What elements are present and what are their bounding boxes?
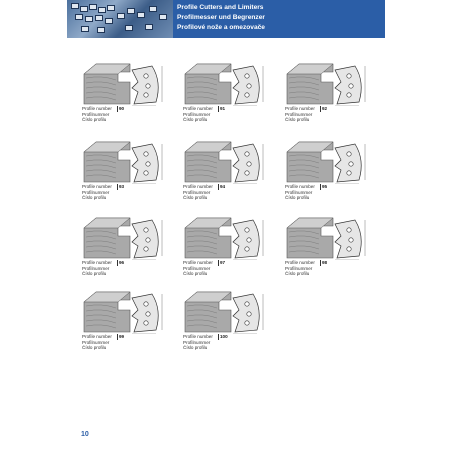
profile-label-line: Profile number	[285, 184, 315, 189]
mounting-hole	[146, 84, 150, 88]
cutter-knife	[233, 66, 259, 104]
profile-drawing	[82, 290, 178, 334]
mounting-hole	[144, 247, 148, 251]
wood-block-top	[287, 218, 333, 228]
profile-label-line: Profilnummer	[285, 265, 313, 271]
cutter-knife	[233, 294, 259, 332]
mounting-hole	[347, 171, 351, 175]
profile-labels	[82, 106, 142, 124]
mounting-hole	[144, 93, 148, 97]
profile-drawing	[183, 140, 279, 184]
wood-block-top	[84, 142, 130, 152]
header-title-cz: Profilové nože a omezovače	[177, 24, 265, 31]
mounting-hole	[144, 74, 148, 78]
profile-drawing	[285, 140, 381, 184]
wood-block-top	[84, 292, 130, 302]
profile-cell	[183, 216, 279, 284]
profile-label-line: Profilnummer	[183, 339, 211, 345]
profile-label-line: Číslo profilu	[82, 195, 107, 201]
cutter-knife	[132, 294, 158, 332]
profile-label-line: Profilnummer	[183, 265, 211, 271]
profile-label-line: Profile number	[183, 334, 213, 339]
header-photo-tile	[105, 18, 113, 24]
profile-label-line: Profilnummer	[183, 111, 211, 117]
profile-label-line: Číslo profilu	[285, 271, 310, 277]
cutter-knife	[132, 144, 158, 182]
profile-label-line: Číslo profilu	[82, 117, 107, 123]
profile-label-line: Profile number	[82, 106, 112, 111]
profile-cell	[183, 140, 279, 208]
mounting-hole	[146, 312, 150, 316]
profile-number: 94	[220, 184, 226, 189]
header-photo-tile	[159, 14, 167, 20]
cutter-knife	[335, 220, 361, 258]
wood-block-top	[287, 64, 333, 74]
page-number: 10	[81, 431, 89, 438]
profile-number: 91	[220, 106, 226, 111]
profile-label-line: Profilnummer	[82, 189, 110, 195]
wood-block-top	[287, 142, 333, 152]
profile-number: 95	[322, 184, 328, 189]
profile-labels	[183, 106, 243, 124]
profile-label-line: Profilnummer	[82, 111, 110, 117]
profile-cell	[183, 290, 279, 358]
profile-labels	[183, 334, 243, 352]
profile-cell	[82, 140, 178, 208]
wood-block-top	[185, 292, 231, 302]
cutter-knife	[335, 66, 361, 104]
profile-label-line: Číslo profilu	[183, 195, 208, 201]
profile-label-line: Číslo profilu	[285, 195, 310, 201]
header-photo-tile	[117, 13, 125, 19]
profile-label-line: Profilnummer	[285, 111, 313, 117]
profile-cell	[82, 216, 178, 284]
mounting-hole	[245, 302, 249, 306]
profile-drawing	[285, 62, 381, 106]
profile-number: 92	[322, 106, 328, 111]
header-photo-tile	[85, 16, 93, 22]
mounting-hole	[349, 238, 353, 242]
mounting-hole	[247, 312, 251, 316]
mounting-hole	[144, 302, 148, 306]
profile-label-line: Číslo profilu	[285, 117, 310, 123]
profile-drawing	[183, 290, 279, 334]
mounting-hole	[247, 84, 251, 88]
mounting-hole	[144, 171, 148, 175]
profile-drawing	[183, 216, 279, 260]
profile-label-line: Číslo profilu	[82, 345, 107, 351]
cutter-knife	[132, 220, 158, 258]
cutter-knife	[233, 220, 259, 258]
header-photo-tile	[97, 27, 105, 33]
profile-label-line: Číslo profilu	[183, 345, 208, 351]
profile-label-line: Číslo profilu	[183, 117, 208, 123]
profile-label-line: Profilnummer	[82, 265, 110, 271]
profile-drawing	[285, 216, 381, 260]
profile-label-line: Profilnummer	[285, 189, 313, 195]
profile-label-line: Profilnummer	[183, 189, 211, 195]
profile-cell	[82, 290, 178, 358]
mounting-hole	[245, 321, 249, 325]
mounting-hole	[245, 152, 249, 156]
profile-cell	[82, 62, 178, 130]
header-photo-tile	[95, 15, 103, 21]
profile-labels	[183, 260, 243, 278]
header-photo-tile	[98, 7, 106, 13]
profile-label-line: Profile number	[82, 334, 112, 339]
mounting-hole	[144, 228, 148, 232]
profile-number: 98	[322, 260, 328, 265]
profile-cell	[285, 140, 381, 208]
header-photo-tile	[80, 6, 88, 12]
mounting-hole	[347, 74, 351, 78]
mounting-hole	[349, 162, 353, 166]
profile-labels	[82, 334, 142, 352]
mounting-hole	[245, 93, 249, 97]
profile-label-line: Profile number	[82, 184, 112, 189]
mounting-hole	[347, 93, 351, 97]
header-photo-tile	[81, 26, 89, 32]
profile-label-line: Profilnummer	[82, 339, 110, 345]
profile-label-line: Profile number	[183, 184, 213, 189]
header-photo-tile	[89, 4, 97, 10]
header-photo-tile	[127, 8, 135, 14]
mounting-hole	[347, 228, 351, 232]
profile-cell	[285, 216, 381, 284]
cutter-knife	[132, 66, 158, 104]
profile-label-line: Profile number	[285, 106, 315, 111]
profile-label-line: Profile number	[285, 260, 315, 265]
profile-number: 93	[119, 184, 125, 189]
mounting-hole	[146, 162, 150, 166]
header-photo-tile	[71, 3, 79, 9]
header-photo-tile	[125, 25, 133, 31]
mounting-hole	[245, 74, 249, 78]
profile-number: 100	[220, 334, 228, 339]
cutter-knife	[335, 144, 361, 182]
mounting-hole	[146, 238, 150, 242]
profile-labels	[285, 106, 345, 124]
profile-label-line: Profile number	[183, 106, 213, 111]
profile-labels	[285, 260, 345, 278]
mounting-hole	[245, 228, 249, 232]
profile-drawing	[82, 216, 178, 260]
mounting-hole	[347, 152, 351, 156]
profile-drawing	[82, 62, 178, 106]
wood-block-top	[185, 142, 231, 152]
header-photo	[67, 0, 173, 38]
header-title-de: Profilmesser und Begrenzer	[177, 14, 265, 21]
profile-cell	[183, 62, 279, 130]
profile-cell	[285, 62, 381, 130]
profile-label-line: Číslo profilu	[183, 271, 208, 277]
mounting-hole	[349, 84, 353, 88]
wood-block-top	[84, 64, 130, 74]
page-header	[67, 0, 385, 38]
mounting-hole	[347, 247, 351, 251]
wood-block-top	[185, 64, 231, 74]
mounting-hole	[245, 247, 249, 251]
profile-label-line: Číslo profilu	[82, 271, 107, 277]
header-title-en: Profile Cutters and Limiters	[177, 4, 264, 11]
profile-number: 99	[119, 334, 125, 339]
profile-number: 90	[119, 106, 125, 111]
cutter-knife	[233, 144, 259, 182]
header-photo-tile	[149, 6, 157, 12]
profile-drawing	[82, 140, 178, 184]
profile-labels	[82, 260, 142, 278]
profile-drawing	[183, 62, 279, 106]
profile-labels	[82, 184, 142, 202]
profile-number: 97	[220, 260, 226, 265]
header-photo-tile	[107, 5, 115, 11]
mounting-hole	[144, 152, 148, 156]
profile-labels	[183, 184, 243, 202]
header-photo-tile	[75, 14, 83, 20]
header-photo-tile	[137, 12, 145, 18]
mounting-hole	[144, 321, 148, 325]
header-photo-tile	[145, 24, 153, 30]
profile-label-line: Profile number	[183, 260, 213, 265]
wood-block-top	[185, 218, 231, 228]
profile-labels	[285, 184, 345, 202]
profile-number: 96	[119, 260, 125, 265]
profile-label-line: Profile number	[82, 260, 112, 265]
wood-block-top	[84, 218, 130, 228]
mounting-hole	[247, 162, 251, 166]
mounting-hole	[247, 238, 251, 242]
mounting-hole	[245, 171, 249, 175]
